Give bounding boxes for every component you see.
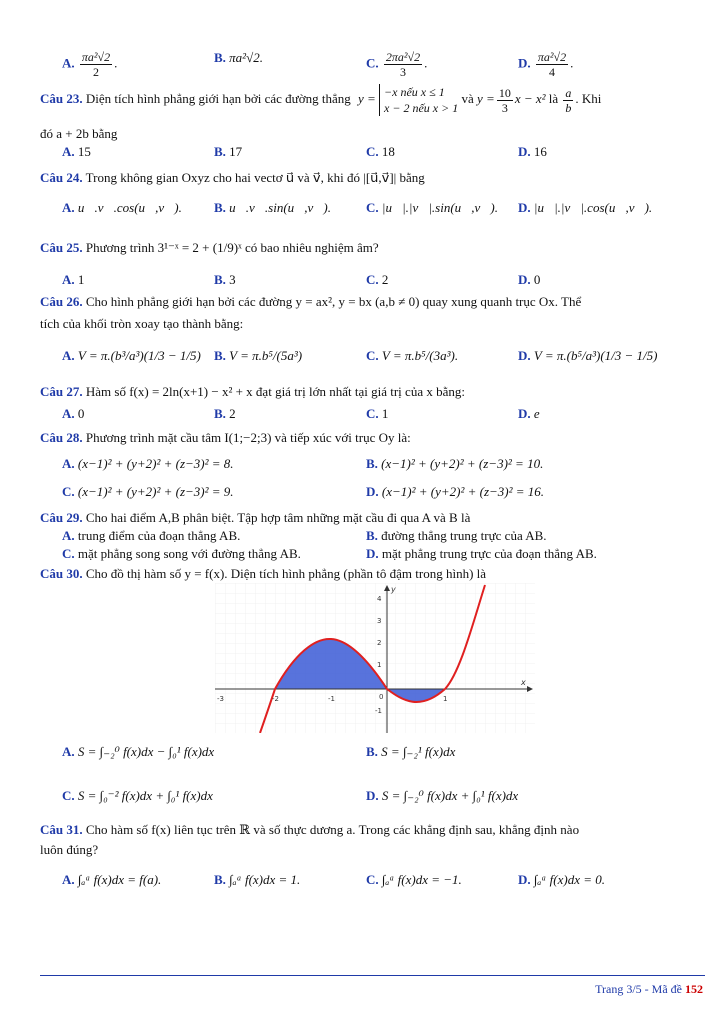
q26-option-c[interactable]: C. V = π.b⁵/(3a³). (366, 348, 459, 363)
q29-option-d[interactable]: D. mặt phẳng trung trực của đoạn thẳng AB. (366, 546, 597, 561)
q26-stem: Câu 26. Cho hình phẳng giới hạn bởi các đường y = ax², y = bx (a,b ≠ 0) quay xung quanh trục Ox. Thể (40, 294, 582, 309)
q26-line2: tích của khối tròn xoay tạo thành bằng: (40, 316, 244, 331)
q30-x-tick-neg2: -2 (272, 695, 279, 703)
q30-y-tick-1: 1 (377, 661, 382, 669)
q25-stem: Câu 25. Phương trình 3¹⁻ˣ = 2 + (1/9)ˣ có bao nhiêu nghiệm âm? (40, 240, 379, 255)
q23-option-b[interactable]: B. 17 (214, 144, 243, 159)
page-footer (595, 982, 703, 997)
q25-option-c[interactable]: C. 2 (366, 272, 389, 287)
q24-option-b[interactable]: B. u⃗.v⃗.sin(u⃗,v⃗). (214, 200, 331, 215)
exam-code: 152 (685, 982, 703, 996)
q25-option-b[interactable]: B. 3 (214, 272, 236, 287)
q30-x-tick-neg1: -1 (328, 695, 335, 703)
q31-option-a[interactable]: A. ∫ₐᵃ f(x)dx = f(a). (62, 872, 162, 887)
q23-option-c[interactable]: C. 18 (366, 144, 395, 159)
q29-stem: Câu 29. Cho hai điểm A,B phân biệt. Tập hợp tâm những mặt cầu đi qua A và B là (40, 510, 471, 525)
q23-option-d[interactable]: D. 16 (518, 144, 547, 159)
q28-option-b[interactable]: B. (x−1)² + (y+2)² + (z−3)² = 10. (366, 456, 544, 471)
q28-option-d[interactable]: D. (x−1)² + (y+2)² + (z−3)² = 16. (366, 484, 545, 499)
q30-options-row1 (62, 744, 705, 764)
q31-option-d[interactable]: D. ∫ₐᵃ f(x)dx = 0. (518, 872, 606, 887)
q30-option-b[interactable]: B. S = ∫₋₂¹ f(x)dx (366, 744, 456, 759)
q22-options (62, 40, 705, 79)
q23-option-a[interactable]: A. 15 (62, 144, 91, 159)
q26-option-a[interactable]: A. V = π.(b³/a³)(1/3 − 1/5) (62, 348, 201, 363)
q29-option-b[interactable]: B. đường thẳng trung trực của AB. (366, 528, 547, 543)
q29-option-a[interactable]: A. trung điểm của đoạn thẳng AB. (62, 528, 241, 543)
q27-option-d[interactable]: D. e (518, 406, 540, 421)
q23-line2: đó a + 2b bằng (40, 126, 118, 141)
q24-options (62, 200, 705, 220)
q31-options (62, 872, 705, 892)
q30-option-a[interactable]: A. S = ∫₋₂⁰ f(x)dx − ∫₀¹ f(x)dx (62, 744, 215, 759)
q24-option-a[interactable]: A. u⃗.v⃗.cos(u⃗,v⃗). (62, 200, 182, 215)
q30-y-axis-label: y (391, 585, 396, 594)
q30-option-d[interactable]: D. S = ∫₋₂⁰ f(x)dx + ∫₀¹ f(x)dx (366, 788, 519, 803)
q31-line2: luôn đúng? (40, 842, 99, 857)
q30-y-tick-2: 2 (377, 639, 382, 647)
q25-option-d[interactable]: D. 0 (518, 272, 541, 287)
q28-option-a[interactable]: A. (x−1)² + (y+2)² + (z−3)² = 8. (62, 456, 234, 471)
q31-stem: Câu 31. Cho hàm số f(x) liên tục trên ℝ và số thực dương a. Trong các khẳng định sau, khẳng định nào (40, 822, 580, 837)
q29-options-row1 (62, 528, 705, 548)
q26-options (62, 348, 705, 368)
q28-options-row1 (62, 456, 705, 476)
q26-option-d[interactable]: D. V = π.(b⁵/a³)(1/3 − 1/5) (518, 348, 658, 363)
q30-options-row2 (62, 788, 705, 808)
q24-option-c[interactable]: C. |u⃗|.|v⃗|.sin(u⃗,v⃗). (366, 200, 499, 215)
footer-divider (40, 975, 705, 976)
q27-stem: Câu 27. Hàm số f(x) = 2ln(x+1) − x² + x đạt giá trị lớn nhất tại giá trị của x bằng: (40, 384, 465, 399)
q30-y-tick-neg1: -1 (375, 707, 382, 715)
q22-option-d[interactable]: D. $\frac{\text{πa²√2}}{4}$ . (518, 50, 574, 79)
q24-option-d[interactable]: D. |u⃗|.|v⃗|.cos(u⃗,v⃗). (518, 200, 653, 215)
q31-option-c[interactable]: C. ∫ₐᵃ f(x)dx = −1. (366, 872, 462, 887)
q22-option-a[interactable]: A. $\frac{\text{πa²√2}}{2}$ . (62, 50, 118, 79)
q30-x-tick-1: 1 (443, 695, 448, 703)
q23-stem: Câu 23. Diện tích hình phẳng giới hạn bởi các đường thẳng y = −x nếu x ≤ 1 x − 2 nếu x > 1 và y = $\frac{10}{3}$ x − x² là $\frac{a}{b}$ . Khi (40, 85, 602, 115)
q30-origin-label: 0 (379, 693, 384, 701)
q26-option-b[interactable]: B. V = π.b⁵/(5a³) (214, 348, 303, 363)
q30-stem: Câu 30. Cho đồ thị hàm số y = f(x). Diện tích hình phẳng (phần tô đậm trong hình) là (40, 566, 487, 581)
q28-stem: Câu 28. Phương trình mặt cầu tâm I(1;−2;3) và tiếp xúc với trục Oy là: (40, 430, 411, 445)
q22-option-c[interactable]: C. $\frac{\text{2πa²√2}}{3}$ . (366, 50, 428, 79)
q27-option-a[interactable]: A. 0 (62, 406, 85, 421)
q30-y-tick-3: 3 (377, 617, 382, 625)
q29-option-c[interactable]: C. mặt phẳng song song với đường thẳng AB. (62, 546, 301, 561)
q30-x-axis-label: x (521, 678, 526, 687)
q23-options (62, 144, 705, 164)
q30-y-tick-4: 4 (377, 595, 382, 603)
q30-option-c[interactable]: C. S = ∫₀⁻² f(x)dx + ∫₀¹ f(x)dx (62, 788, 213, 803)
q27-option-c[interactable]: C. 1 (366, 406, 389, 421)
q28-option-c[interactable]: C. (x−1)² + (y+2)² + (z−3)² = 9. (62, 484, 234, 499)
q24-stem: Câu 24. Trong không gian Oxyz cho hai vectơ u⃗ và v⃗, khi đó |[u⃗,v⃗]| bằng (40, 170, 425, 185)
q25-option-a[interactable]: A. 1 (62, 272, 85, 287)
q29-options-row2 (62, 546, 705, 566)
q28-options-row2 (62, 484, 705, 504)
q30-function-graph (215, 583, 535, 733)
q30-x-tick-neg3: -3 (217, 695, 224, 703)
q27-option-b[interactable]: B. 2 (214, 406, 236, 421)
q25-options (62, 272, 705, 292)
q27-options (62, 406, 705, 426)
q22-option-b[interactable]: B. πa²√2. (214, 50, 263, 65)
q31-option-b[interactable]: B. ∫ₐᵃ f(x)dx = 1. (214, 872, 301, 887)
footer-page-label: Trang 3/5 - Mã đề (595, 982, 682, 996)
